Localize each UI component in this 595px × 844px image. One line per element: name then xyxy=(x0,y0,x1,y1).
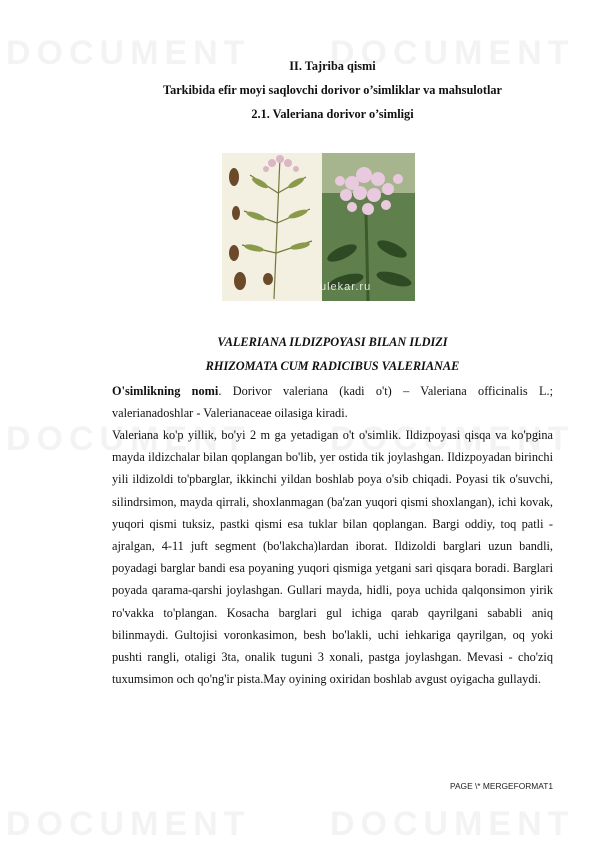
valerian-plant-image xyxy=(222,153,415,301)
watermark xyxy=(330,805,574,844)
plant-description-paragraph: Valeriana ko'p yillik, bo'yi 2 m ga yetadigan o't o'simlik. Ildizpoyasi qisqa va ko'pgina mayda ildizchalar bilan qoplangan bo'lib, yer ostida tik joylashgan. Ildizpoyadan birinchi yili ildizoldi to'pbarglar, ikkinchi yildan boshlab poya o'sib chiqadi. Poyasi tik o'suvchi, silindrsimon, mayda qirrali, shoxlanmagan (ba'zan yuqori qismi shoxlangan), ichi kovak, yuqori qismi tuksiz, pastki qismi esa tuklar bilan qoplangan. Bargi oddiy, toq patli - ajralgan, 4-11 juft segment (bo'lakcha)lardan iborat. Ildizoldi barglari uzun bandli, poyadagi barglar bandi esa poyaning yuqori qismiga yetgani sari qisqara boradi. Barglari poyada qarama-qarshi joylashgan. Gullari mayda, hidli, poya uchida qalqonsimon yirik ro'vakka to'plangan. Kosacha barglari gul ichiga qarab qayrilgani sababli aniq bilinmaydi. Gultojisi voronkasimon, besh bo'lakli, uchi iehkariga qayrilgan, oq yoki pushti rangli, otaligi 3ta, onalik tuguni 3 xonali, pastga joylashgan. Mevasi - cho'ziq tuxumsimon och qo'ng'ir pista.May oyining oxiridan boshlab avgust oyigacha gullaydi. xyxy=(112,428,553,687)
subsection-title: 2.1. Valeriana dorivor o’simligi xyxy=(251,107,414,121)
drug-name-uzbek: VALERIANA ILDIZPOYASI BILAN ILDIZI xyxy=(217,335,448,349)
watermark xyxy=(6,805,250,844)
page-number-field: PAGE \* MERGEFORMAT1 xyxy=(450,781,553,791)
plant-name-label: O'simlikning nomi xyxy=(112,384,219,398)
chapter-subtitle: Tarkibida efir moyi saqlovchi dorivor o’simliklar va mahsulotlar xyxy=(163,83,502,97)
plant-name-paragraph xyxy=(112,380,553,424)
drug-name-latin: RHIZOMATA CUM RADICIBUS VALERIANAE xyxy=(205,359,460,373)
botanical-illustration xyxy=(222,153,322,301)
flower-photo xyxy=(322,153,415,301)
plant-name-text: . Dorivor valeriana (kadi o't) – Valeriana officinalis L.; valerianadoshlar - Valerianaceae oilasiga kiradi. xyxy=(112,384,553,421)
section-title: II. Tajriba qismi xyxy=(289,59,376,73)
image-watermark: ulekar.ru xyxy=(320,281,372,293)
